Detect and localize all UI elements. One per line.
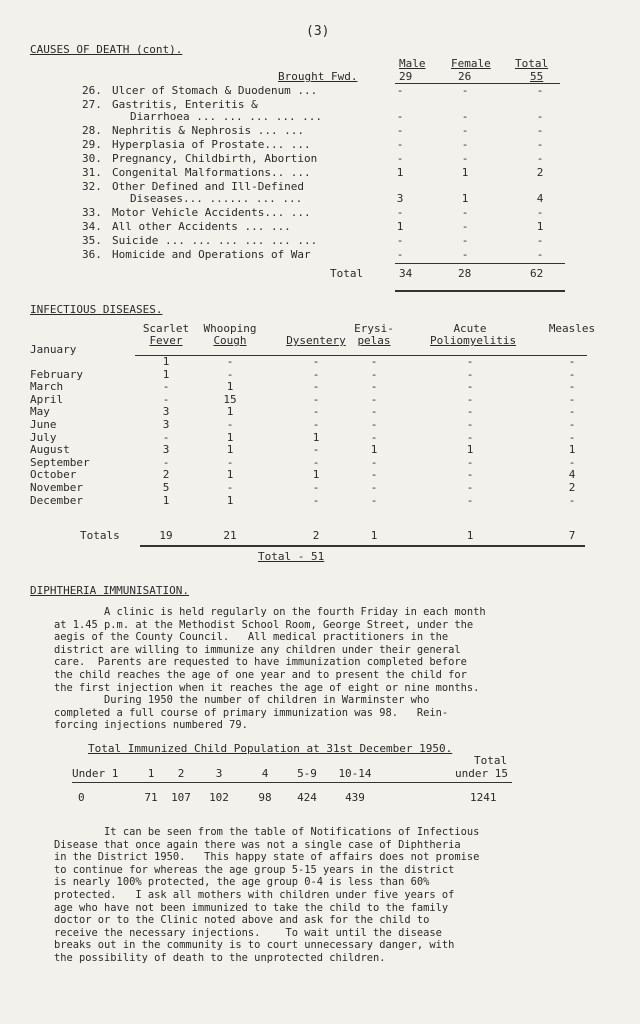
infectious-cell: - (466, 380, 474, 394)
infectious-header-line2: Dysentery (286, 334, 346, 347)
cause-total: - (536, 234, 544, 247)
infectious-cell: - (466, 405, 474, 419)
infectious-cell: - (568, 380, 576, 394)
immunized-header: 10-14 (338, 767, 372, 780)
cause-label: Hyperplasia of Prostate... ... (112, 138, 311, 151)
causes-total-male: 34 (399, 267, 413, 280)
cause-label: Ulcer of Stomach & Duodenum ... (112, 84, 318, 97)
causes-total-rule-top (395, 263, 565, 264)
infectious-cell: 5 (162, 481, 170, 494)
cause-female: - (461, 110, 469, 123)
infectious-cell: - (568, 493, 576, 507)
infectious-cell: - (466, 430, 474, 444)
cause-female: 1 (461, 192, 469, 205)
month-label: June (30, 418, 57, 431)
immunized-value: 0 (78, 791, 85, 804)
immunized-header: 2 (177, 767, 185, 780)
infectious-cell: 4 (568, 468, 576, 482)
causes-total-female: 28 (458, 267, 472, 280)
cause-number: 35. (82, 234, 102, 247)
infectious-cell: - (568, 392, 576, 406)
infectious-cell: - (312, 405, 320, 419)
month-label: July (30, 430, 57, 444)
cause-total: - (536, 206, 544, 219)
immunized-header: Under 1 (72, 767, 119, 780)
infectious-cell: 1 (226, 380, 234, 394)
infectious-cell: - (370, 430, 378, 444)
infectious-cell: - (568, 405, 576, 419)
immunized-value: 424 (297, 791, 317, 804)
diphtheria-title: DIPHTHERIA IMMUNISATION. (30, 584, 189, 597)
immunized-value: 98 (258, 791, 272, 804)
infectious-cell: 2 (162, 468, 170, 482)
immunized-header-total-l1: Total (474, 754, 508, 767)
cause-male: - (396, 152, 404, 165)
cause-female: - (461, 152, 469, 165)
infectious-cell: - (312, 392, 320, 406)
cause-total: - (536, 84, 544, 97)
immunized-header: 1 (147, 767, 155, 780)
cause-label: Gastritis, Enteritis & (112, 98, 258, 111)
infectious-total-cell: 1 (370, 529, 378, 542)
month-label: August (30, 443, 70, 457)
infectious-cell: - (370, 493, 378, 507)
infectious-cell: 1 (162, 367, 170, 381)
causes-total-rule-bottom (395, 290, 565, 292)
infectious-cell: - (312, 455, 320, 469)
infectious-cell: - (162, 455, 170, 469)
infectious-total-cell: 21 (223, 529, 237, 542)
cause-label-continued: Diarrhoea ... ... ... ... ... (130, 110, 323, 123)
cause-female: - (461, 220, 469, 233)
cause-male: - (396, 138, 404, 151)
immunized-value: 107 (171, 791, 191, 804)
infectious-cell: - (568, 430, 576, 444)
causes-total-total: 62 (530, 267, 544, 280)
month-label: February (30, 367, 83, 381)
infectious-totals-rule (140, 545, 585, 547)
infectious-cell: - (370, 367, 378, 381)
cause-male: - (396, 206, 404, 219)
infectious-cell: - (162, 380, 170, 394)
infectious-cell: - (226, 367, 234, 381)
infectious-cell: 1 (162, 493, 170, 507)
col-male-header: Male (399, 57, 426, 70)
infectious-cell: - (370, 468, 378, 482)
cause-number: 26. (82, 84, 102, 97)
infectious-cell: - (226, 455, 234, 469)
infectious-header-line2: Poliomyelitis (430, 334, 517, 347)
cause-male: - (396, 110, 404, 123)
infectious-cell: 1 (226, 430, 234, 444)
infectious-cell: - (370, 418, 378, 431)
infectious-header-line2: Cough (213, 334, 247, 347)
cause-number: 32. (82, 180, 102, 193)
causes-title: CAUSES OF DEATH (cont). (30, 43, 183, 56)
cause-male: 1 (396, 166, 404, 179)
immunized-value: 1241 (470, 791, 497, 804)
cause-number: 27. (82, 98, 102, 111)
immunized-header: 3 (215, 767, 223, 780)
infectious-cell: 3 (162, 405, 170, 419)
infectious-cell: - (370, 455, 378, 469)
infectious-cell: 1 (568, 443, 576, 457)
col-female-header: Female (451, 57, 491, 70)
immunized-header: under 15 (455, 767, 508, 780)
infectious-cell: 3 (162, 418, 170, 431)
cause-label: Nephritis & Nephrosis ... ... (112, 124, 305, 137)
cause-female: - (461, 206, 469, 219)
infectious-cell: - (312, 418, 320, 431)
immunized-value: 71 (144, 791, 158, 804)
infectious-cell: - (226, 355, 234, 368)
cause-label: Suicide ... ... ... ... ... ... (112, 234, 318, 247)
infectious-cell: - (466, 392, 474, 406)
month-label: April (30, 392, 64, 406)
cause-male: - (396, 248, 404, 261)
infectious-month-header: January (30, 343, 77, 356)
month-label: March (30, 380, 64, 394)
cause-label: Congenital Malformations.. ... (112, 166, 311, 179)
cause-female: - (461, 138, 469, 151)
cause-total: - (536, 248, 544, 261)
cause-label: Homicide and Operations of War (112, 248, 311, 261)
col-total-header: Total (515, 57, 549, 70)
infectious-header-line1: Acute (453, 322, 487, 335)
brought-fwd-male: 29 (399, 70, 413, 83)
cause-male: - (396, 124, 404, 137)
cause-label: All other Accidents ... ... (112, 220, 291, 233)
infectious-cell: 1 (226, 405, 234, 419)
cause-number: 34. (82, 220, 102, 233)
cause-total: - (536, 152, 544, 165)
infectious-cell: - (466, 455, 474, 469)
infectious-cell: 1 (466, 443, 474, 457)
cause-female: - (461, 84, 469, 97)
immunized-header: 5-9 (297, 767, 317, 780)
infectious-total-cell: 19 (159, 529, 173, 542)
infectious-cell: 1 (370, 443, 378, 457)
infectious-header-line1: Measles (548, 322, 596, 335)
cause-label: Motor Vehicle Accidents... ... (112, 206, 311, 219)
infectious-cell: - (312, 443, 320, 457)
infectious-cell: - (568, 355, 576, 368)
infectious-cell: - (568, 455, 576, 469)
infectious-cell: - (466, 468, 474, 482)
infectious-header-line1: Scarlet (142, 322, 190, 335)
immunized-table-title: Total Immunized Child Population at 31st December 1950. (88, 742, 453, 755)
brought-fwd-total: 55 (530, 70, 544, 83)
infectious-cell: - (370, 405, 378, 419)
immunized-value: 102 (209, 791, 229, 804)
infectious-cell: - (466, 367, 474, 381)
cause-male: 1 (396, 220, 404, 233)
month-label: December (30, 493, 83, 507)
infectious-cell: 1 (226, 443, 234, 457)
infectious-cell: 1 (162, 355, 170, 368)
infectious-cell: 1 (226, 468, 234, 482)
infectious-cell: 2 (568, 481, 576, 494)
cause-female: 1 (461, 166, 469, 179)
cause-total: 1 (536, 220, 544, 233)
cause-female: - (461, 124, 469, 137)
infectious-header-line1: Whooping (203, 322, 257, 335)
infectious-total-cell: 7 (568, 529, 576, 542)
infectious-cell: 1 (312, 430, 320, 444)
infectious-cell: - (370, 355, 378, 368)
brought-fwd-female: 26 (458, 70, 472, 83)
cause-label-continued: Diseases... ...... ... ... (130, 192, 303, 205)
cause-number: 29. (82, 138, 102, 151)
infectious-cell: - (466, 355, 474, 368)
infectious-cell: - (226, 418, 234, 431)
diphtheria-paragraph-1: A clinic is held regularly on the fourth Friday in each month at 1.45 p.m. at the Methodist School Room, George Street, under the aegis of the County Council. All medical practitioners in the district are willing to immunize any children under their general care. Parents are requested to have immunization completed before the child reaches the age of one year and to present the child for the first injection when it reaches the age of eight or nine months. During 1950 the number of children in Warminster who completed a full course of primary immunization was 98. Rein- forcing injections numbered 79. (54, 606, 486, 732)
infectious-cell: - (162, 430, 170, 444)
cause-male: 3 (396, 192, 404, 205)
infectious-cell: - (226, 481, 234, 494)
infectious-title: INFECTIOUS DISEASES. (30, 303, 163, 316)
month-label: May (30, 405, 50, 419)
infectious-cell: 3 (162, 443, 170, 457)
cause-total: - (536, 110, 544, 123)
causes-total-label: Total (330, 267, 364, 280)
infectious-cell: 15 (223, 392, 237, 406)
infectious-grand-total: Total - 51 (258, 550, 325, 563)
infectious-cell: - (312, 493, 320, 507)
cause-label: Pregnancy, Childbirth, Abortion (112, 152, 318, 165)
cause-number: 30. (82, 152, 102, 165)
brought-fwd-label: Brought Fwd. (278, 70, 358, 83)
infectious-total-cell: 1 (466, 529, 474, 542)
infectious-header-line2: Fever (149, 334, 183, 347)
cause-number: 36. (82, 248, 102, 261)
immunized-header-rule (72, 782, 512, 783)
cause-male: - (396, 234, 404, 247)
infectious-cell: - (312, 481, 320, 494)
cause-number: 33. (82, 206, 102, 219)
brought-fwd-rule (395, 83, 560, 84)
cause-number: 31. (82, 166, 102, 179)
infectious-cell: 1 (312, 468, 320, 482)
cause-female: - (461, 248, 469, 261)
cause-total: 2 (536, 166, 544, 179)
infectious-cell: - (466, 418, 474, 431)
month-label: November (30, 481, 83, 494)
cause-label: Other Defined and Ill-Defined (112, 180, 305, 193)
cause-total: - (536, 124, 544, 137)
month-label: October (30, 468, 77, 482)
infectious-cell: - (370, 481, 378, 494)
diphtheria-paragraph-2: It can be seen from the table of Notifications of Infectious Disease that once again there was not a single case of Diphtheria in the District 1950. This happy state of affairs does not promise to continue for whereas the age group 5-15 years in the district is nearly 100% protected, the age group 0-4 is less than 60% protected. I ask all mothers with children under five years of age who have not been immunized to take the child to the family doctor or to the Clinic noted above and ask for the child to receive the necessary injections. To wait until the disease breaks out in the community is to court unnecessary danger, with the possibility of death to the unprotected children. (54, 826, 480, 964)
infectious-totals-label: Totals (80, 529, 120, 542)
month-label: September (30, 455, 90, 469)
infectious-cell: - (466, 493, 474, 507)
infectious-cell: - (568, 367, 576, 381)
infectious-cell: - (312, 380, 320, 394)
cause-male: - (396, 84, 404, 97)
page-number: (3) (306, 24, 330, 39)
cause-total: - (536, 138, 544, 151)
immunized-header: 4 (261, 767, 269, 780)
infectious-cell: - (370, 380, 378, 394)
infectious-total-cell: 2 (312, 529, 320, 542)
cause-female: - (461, 234, 469, 247)
infectious-cell: - (370, 392, 378, 406)
infectious-cell: - (312, 367, 320, 381)
immunized-value: 439 (345, 791, 365, 804)
infectious-cell: - (312, 355, 320, 368)
infectious-cell: 1 (226, 493, 234, 507)
infectious-cell: - (466, 481, 474, 494)
infectious-header-line1: Erysi- (354, 322, 394, 335)
cause-total: 4 (536, 192, 544, 205)
infectious-cell: - (568, 418, 576, 431)
infectious-header-line2: pelas (357, 334, 391, 347)
infectious-cell: - (162, 392, 170, 406)
cause-number: 28. (82, 124, 102, 137)
